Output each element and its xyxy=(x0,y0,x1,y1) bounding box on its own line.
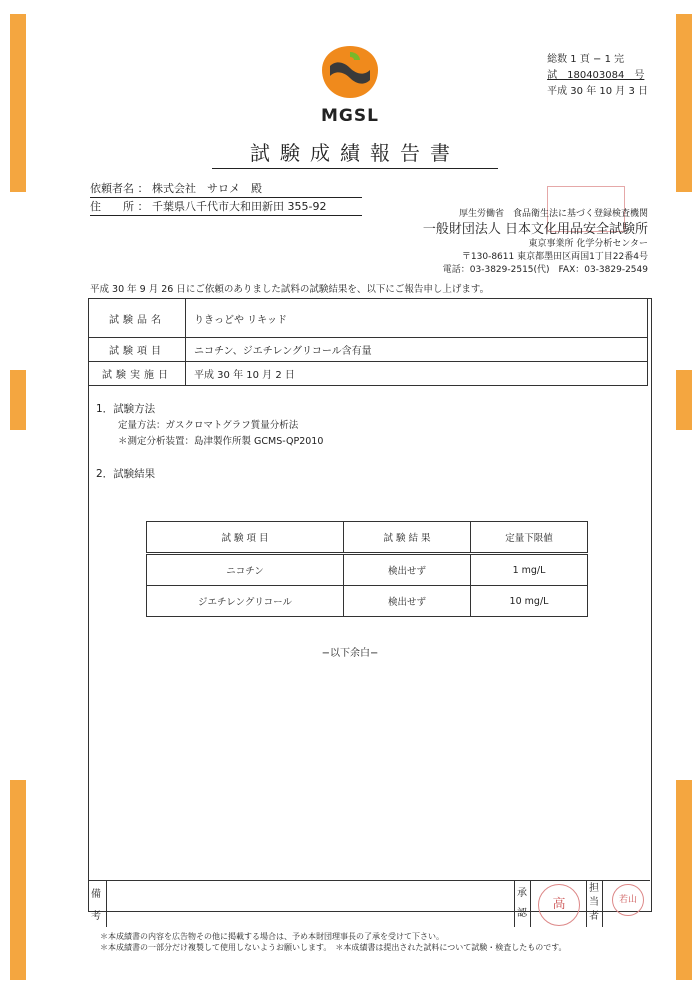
footer-note: ＊本成績書の一部分だけ複製して使用しないようお願いします。 ＊本成績書は提出された試料について試験・検査したものです。 xyxy=(100,943,567,952)
info-value: ニコチン、ジエチレングリコール含有量 xyxy=(186,338,648,362)
person-in-charge-label: 担当者 xyxy=(589,883,599,922)
table-row xyxy=(89,362,648,386)
table-header-row xyxy=(147,522,588,554)
requester-name: 依頼者名 ： 株式会社 サロメ 殿 xyxy=(90,180,362,198)
results-heading: 2．試験結果 xyxy=(96,468,156,480)
test-number: 試 180403084 号 xyxy=(547,70,645,81)
table-cell: ジエチレングリコール xyxy=(147,586,344,617)
logo-text: MGSL xyxy=(321,106,379,126)
method-heading: 1．試験方法 xyxy=(96,403,156,415)
organization-block xyxy=(423,208,648,277)
right-color-strip xyxy=(676,780,692,980)
org-address: 〒130-8611 東京都墨田区両国1丁目22番4号 xyxy=(461,252,648,262)
sample-info-table xyxy=(88,298,648,386)
requester-block xyxy=(90,180,362,216)
table-row xyxy=(89,299,648,338)
org-contact: 電話：03-3829-2515(代) FAX：03-3829-2549 xyxy=(442,265,648,275)
table-cell: 1 mg/L xyxy=(471,554,588,586)
report-meta xyxy=(547,52,648,100)
remarks-label: 備考 xyxy=(91,889,101,922)
end-note: −以下余白− xyxy=(321,648,379,659)
org-registration: 厚生労働省 食品衛生法に基づく登録検査機関 xyxy=(458,209,648,219)
divider xyxy=(106,880,107,927)
footer-notes xyxy=(100,931,567,953)
right-color-strip xyxy=(676,370,692,430)
results-table xyxy=(146,521,588,617)
divider xyxy=(514,880,515,927)
org-division: 東京事業所 化学分析センター xyxy=(528,239,648,249)
left-color-strip xyxy=(10,780,26,980)
mgsl-logo xyxy=(316,44,384,126)
info-value: 平成 30 年 10 月 2 日 xyxy=(186,362,648,386)
divider xyxy=(586,880,587,927)
table-cell: 10 mg/L xyxy=(471,586,588,617)
approver-stamp: 高 xyxy=(538,884,580,926)
column-header: 試 験 項 目 xyxy=(147,522,344,554)
method-line: 定量方法：ガスクロマトグラフ質量分析法 xyxy=(118,420,299,431)
method-line: ＊測定分析装置：島津製作所製 GCMS-QP2010 xyxy=(118,436,324,447)
divider xyxy=(602,880,603,927)
info-value: りきっどや リキッド xyxy=(186,299,648,338)
divider xyxy=(530,880,531,927)
column-header: 試 験 結 果 xyxy=(344,522,471,554)
table-row xyxy=(147,586,588,617)
info-label: 試験項目 xyxy=(89,338,186,362)
person-stamp: 若山 xyxy=(612,884,644,916)
right-color-strip xyxy=(676,14,692,192)
intro-text: 平成 30 年 9 月 26 日にご依頼のありました試料の試験結果を、以下にご報告申し上げます。 xyxy=(90,284,490,295)
left-color-strip xyxy=(10,14,26,192)
info-label: 試験実施日 xyxy=(89,362,186,386)
table-cell: ニコチン xyxy=(147,554,344,586)
logo-emblem-icon xyxy=(316,44,384,100)
table-row xyxy=(147,554,588,586)
column-header: 定量下限値 xyxy=(471,522,588,554)
report-date: 平成 30 年 10 月 3 日 xyxy=(547,86,648,97)
document-title: 試験成績報告書 xyxy=(212,137,498,169)
table-row xyxy=(89,338,648,362)
total-pages: 総数 1 頁 − 1 完 xyxy=(547,54,625,65)
approver-label: 承認 xyxy=(517,888,527,919)
table-cell: 検出せず xyxy=(344,586,471,617)
org-name: 一般財団法人 日本文化用品安全試験所 xyxy=(422,222,648,237)
footer-note: ＊本成績書の内容を広告物その他に掲載する場合は、予め本財団理事長の了承を受けて下さい。 xyxy=(100,932,444,941)
requester-address: 住 所 ： 千葉県八千代市大和田新田 355-92 xyxy=(90,198,362,216)
left-color-strip xyxy=(10,370,26,430)
info-label: 試験品名 xyxy=(89,299,186,338)
table-cell: 検出せず xyxy=(344,554,471,586)
